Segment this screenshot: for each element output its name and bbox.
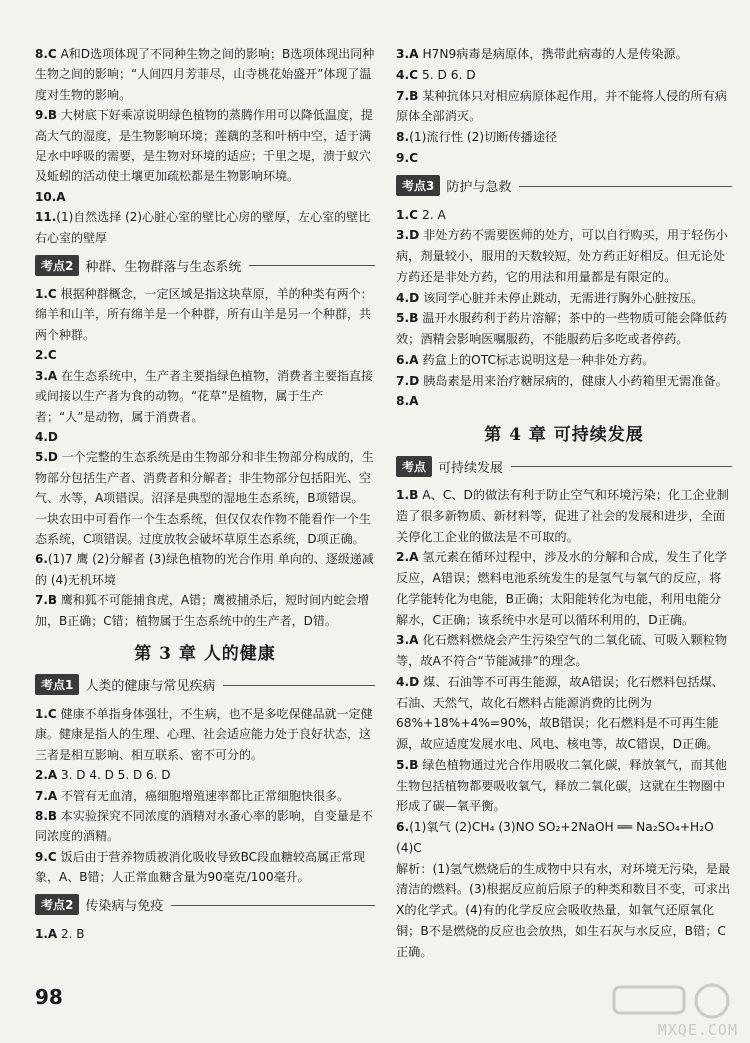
- answer-letter: A: [47, 926, 58, 941]
- question-number: 4.: [396, 290, 410, 305]
- question-number: 4.: [35, 429, 48, 444]
- answer-text: 解析：(1)氢气燃烧后的生成物中只有水，对环境无污染，是最清洁的燃料。(3)根据反应前后原子的种类和数目不变，可求出X的化学式。(4)有的化学反应会吸收热量，如氧气还原氧化铜；B不是燃烧的反应也会放热，如生石灰与水反应，B错；C正确。: [396, 861, 731, 959]
- answer-letter: C: [47, 706, 57, 721]
- answer-letter: A: [56, 189, 66, 204]
- question-number: 7.: [35, 788, 48, 803]
- answer-item: [396, 225, 732, 287]
- answer-text: (1)自然选择 (2)心脏心室的壁比心房的壁厚，左心室的壁比右心室的壁厚: [35, 210, 371, 245]
- question-number: 4.: [396, 674, 410, 689]
- answer-letter: B: [47, 593, 58, 608]
- section-title: 防护与急救: [440, 176, 519, 195]
- answer-item: [35, 187, 375, 207]
- answer-item: [35, 284, 375, 345]
- question-number: 5.: [396, 757, 410, 772]
- answer-text: 不管有无血清，癌细胞增殖速率都比正常细胞快很多。: [61, 788, 350, 803]
- question-number: 2.: [396, 550, 410, 565]
- section-title: 种群、生物群落与生态系统: [79, 256, 249, 275]
- answer-letter: B: [409, 488, 419, 502]
- answer-letter: A: [409, 633, 419, 648]
- question-number: 5.: [35, 450, 48, 465]
- answer-item: [35, 924, 375, 944]
- section-header: [35, 894, 375, 916]
- answer-item: [35, 207, 375, 248]
- answer-item: [396, 755, 732, 817]
- answer-item: [396, 350, 732, 371]
- answer-item: [396, 817, 732, 859]
- answer-letter: C: [47, 348, 57, 363]
- watermark-text: MXQE.COM: [657, 1021, 738, 1039]
- answer-text: 健康不单指身体强壮，不生病，也不是多吃保健品就一定健康。健康是指人的生理、心理、社会适应能力处于良好状态，这三者是相互影响、相互联系、密不可分的。: [35, 706, 373, 762]
- section-tag: 考点3: [396, 175, 440, 196]
- question-number: 9.: [35, 108, 48, 123]
- answer-letter: C: [409, 150, 419, 165]
- answer-item: [396, 485, 732, 547]
- question-number: 6.: [396, 820, 410, 834]
- answer-text: 在生态系统中，生产者主要指绿色植物，消费者主要指直接或间接以生产者为食的动物。“花草”是植物，属于生产者；“人”是动物，属于消费者。: [35, 368, 374, 424]
- question-number: 1.: [396, 207, 410, 222]
- answer-text: 2. A: [421, 207, 446, 222]
- answer-item: [396, 44, 732, 65]
- question-number: 11.: [35, 210, 57, 225]
- question-number: 8.: [35, 47, 48, 61]
- answer-letter: B: [409, 311, 419, 326]
- answer-item: [35, 44, 375, 105]
- answer-item: [396, 65, 732, 86]
- chapter-title: 第 4 章 可持续发展: [484, 425, 644, 445]
- question-number: 3.: [35, 368, 48, 383]
- question-number: 9.: [396, 150, 410, 165]
- answer-letter: D: [47, 429, 58, 444]
- answer-letter: C: [409, 207, 419, 222]
- question-number: 4.: [396, 67, 410, 82]
- chapter-title: 第 3 章 人的健康: [134, 643, 276, 664]
- answer-item: [396, 308, 732, 350]
- page-number: 98: [35, 985, 63, 1009]
- answer-letter: A: [409, 394, 419, 409]
- answer-text: 化石燃料燃烧会产生污染空气的二氧化硫、可吸入颗粒物等，故A不符合“节能减排”的理念。: [396, 633, 728, 668]
- answer-item: [396, 86, 732, 128]
- answer-letter: C: [409, 67, 419, 82]
- answer-item: [396, 859, 732, 963]
- answer-text: 非处方药不需要医师的处方，可以自行购买，用于轻伤小病，剂量较小，服用的天数较短，处方药正好相反。但无论处方药还是非处方药，它的用法和用量都是有限定的。: [396, 228, 728, 284]
- left-column: [35, 44, 375, 944]
- question-number: 3.: [396, 633, 410, 648]
- question-number: 7.: [35, 593, 48, 608]
- question-number: 1.: [35, 706, 48, 721]
- answer-item: [396, 127, 732, 148]
- answer-text: 根据种群概念，一定区域是指这块草原，羊的种类有两个：绵羊和山羊，所有绵羊是一个种群，所有山羊是另一个种群，共两个种群。: [35, 287, 373, 342]
- answer-item: [35, 847, 375, 888]
- answer-letter: C: [47, 287, 57, 302]
- answer-item: [396, 547, 732, 630]
- watermark-logo: [594, 979, 744, 1039]
- answer-text: 5. D 6. D: [421, 67, 476, 82]
- answer-text: 氢元素在循环过程中，涉及水的分解和合成，发生了化学反应，A错误；燃料电池系统发生的是氢气与氧气的反应，将化学能转化为电能，B正确；太阳能转化为电能，利用电能分解水，C正确；该系统中水是可以循环利用的，D正确。: [396, 550, 728, 627]
- answer-text: 药盒上的OTC标志说明这是一种非处方药。: [422, 352, 655, 367]
- answer-letter: C: [47, 849, 57, 864]
- answer-text: 煤、石油等不可再生能源，故A错误；化石燃料包括煤、石油、天然气，故化石燃料占能源消费的比例为68%+18%+4%=90%，故B错误；化石燃料是不可再生能源，故应适度发展水电、风电、核电等，故C错误，D正确。: [396, 674, 724, 751]
- section-tag: 考点2: [35, 894, 79, 915]
- answer-letter: A: [409, 550, 419, 565]
- answer-item: [35, 704, 375, 765]
- question-number: 8.: [396, 394, 410, 409]
- question-number: 7.: [396, 373, 410, 388]
- section-header: [396, 455, 732, 477]
- answer-letter: A: [47, 788, 58, 803]
- answer-text: 某种抗体只对相应病原体起作用，并不能将人侵的所有病原体全部消灭。: [396, 88, 727, 124]
- answer-text: (1)氧气 (2)CH₄ (3)NO SO₂+2NaOH ══ Na₂SO₄+H₂O (4)C: [396, 820, 714, 855]
- answer-text: 本实验探究不同浓度的酒精对水蚤心率的影响，自变量是不同浓度的酒精。: [35, 809, 373, 844]
- answer-item: [396, 288, 732, 309]
- answer-text: A、C、D的做法有利于防止空气和环境污染；化工企业制造了很多新物质、新材料等，促进了社会的发展和进步，全面关停化工企业的做法是不可取的。: [396, 488, 729, 544]
- answer-item: [396, 371, 732, 392]
- answer-text: 鹰和狐不可能捕食虎，A错；鹰被捕杀后，短时间内蛇会增加，B正确；C错；植物属于生态系统中的生产者，D错。: [35, 593, 370, 628]
- question-number: 1.: [35, 926, 48, 941]
- answer-item: [396, 630, 732, 672]
- answer-letter: D: [47, 450, 58, 465]
- question-number: 8.: [35, 809, 48, 823]
- answer-letter: A: [409, 47, 419, 61]
- answer-item: [35, 590, 375, 631]
- answer-item: [35, 549, 375, 590]
- answer-letter: D: [409, 290, 420, 305]
- section-header: [35, 254, 375, 276]
- answer-letter: D: [409, 373, 420, 388]
- answer-text: A和D选项体现了不同种生物之间的影响；B选项体现出同种生物之间的影响；“人间四月芳菲尽，山寺桃花始盛开”体现了温度对生物的影响。: [35, 47, 375, 102]
- answer-text: 2. B: [61, 926, 85, 941]
- question-number: 3.: [396, 228, 410, 243]
- answer-item: [35, 366, 375, 427]
- answer-item: [35, 765, 375, 785]
- answer-letter: A: [47, 768, 58, 783]
- question-number: 2.: [35, 348, 48, 363]
- answer-letter: B: [409, 757, 419, 772]
- answer-item: [35, 427, 375, 447]
- answer-text: 3. D 4. D 5. D 6. D: [61, 768, 171, 783]
- answer-text: 饭后由于营养物质被消化吸收导致BC段血糖较高属正常现象，A、B错；人正常血糖含量为90毫克/100毫升。: [35, 849, 365, 885]
- section-title: 人类的健康与常见疾病: [79, 675, 223, 694]
- answer-letter: A: [47, 368, 58, 383]
- answer-item: [396, 205, 732, 226]
- answer-item: [35, 105, 375, 187]
- answer-text: 胰岛素是用来治疗糖尿病的，健康人小药箱里无需准备。: [423, 373, 728, 388]
- section-tag: 考点1: [35, 674, 79, 695]
- right-column: [396, 44, 732, 962]
- answer-item: [35, 806, 375, 847]
- question-number: 9.: [35, 849, 48, 864]
- answer-letter: B: [409, 88, 419, 103]
- question-number: 5.: [396, 311, 410, 326]
- answer-text: 该同学心脏并未停止跳动，无需进行胸外心脏按压。: [423, 290, 704, 305]
- answer-text: 温开水服药利于药片溶解；茶中的一些物质可能会降低药效；酒精会影响医嘱服药，不能服药后多吃或者停药。: [396, 311, 727, 346]
- answer-text: 绿色植物通过光合作用吸收二氧化碳，释放氧气，而其他生物包括植物都要吸收氧气，释放二氧化碳，这就在生物圈中形成了碳—氧平衡。: [396, 757, 727, 814]
- section-tag: 考点: [396, 456, 432, 477]
- section-header: [396, 175, 732, 197]
- answer-letter: B: [47, 108, 58, 123]
- answer-item: [35, 345, 375, 365]
- section-header: [35, 674, 375, 696]
- question-number: 10.: [35, 189, 57, 204]
- question-number: 7.: [396, 88, 410, 103]
- answer-item: [396, 391, 732, 412]
- question-number: 1.: [35, 287, 48, 302]
- answer-text: (1)流行性 (2)切断传播途径: [409, 130, 558, 144]
- answer-letter: C: [47, 47, 57, 61]
- answer-text: (1)7 鹰 (2)分解者 (3)绿色植物的光合作用 单向的、逐级递减的 (4)无机环境: [35, 552, 374, 587]
- section-title: 可持续发展: [432, 457, 511, 476]
- question-number: 6.: [35, 552, 48, 567]
- answer-item: [35, 447, 375, 549]
- answer-item: [35, 786, 375, 806]
- question-number: 2.: [35, 768, 48, 783]
- question-number: 1.: [396, 488, 410, 502]
- answer-letter: A: [409, 352, 419, 367]
- answer-text: H7N9病毒是病原体，携带此病毒的人是传染源。: [422, 47, 688, 61]
- question-number: 8.: [396, 130, 410, 144]
- answer-text: 一个完整的生态系统是由生物部分和非生物部分构成的，生物部分包括生产者、消费者和分解者；非生物部分包括阳光、空气、水等，A项错误。沼泽是典型的湿地生态系统，B项错误。一块农田中可看作一个生态系统，但仅仅农作物不能看作一个生态系统，C项错误。过度放牧会破坏草原生态系统，D项正确。: [35, 450, 374, 546]
- answer-letter: D: [409, 228, 420, 243]
- section-tag: 考点2: [35, 255, 79, 276]
- question-number: 3.: [396, 47, 410, 61]
- section-title: 传染病与免疫: [79, 895, 171, 914]
- answer-letter: D: [409, 674, 420, 689]
- answer-letter: B: [47, 809, 58, 823]
- answer-item: [396, 672, 732, 755]
- answer-text: 大树底下好乘凉说明绿色植物的蒸腾作用可以降低温度，提高大气的湿度，是生物影响环境；莲藕的茎和叶柄中空，适于满足水中呼吸的需要，是生物对环境的适应；千里之堤，溃于蚁穴及蚯蚓的活动使土壤更加疏松都是生物影响环境。: [35, 108, 373, 184]
- question-number: 6.: [396, 352, 410, 367]
- answer-item: [396, 148, 732, 169]
